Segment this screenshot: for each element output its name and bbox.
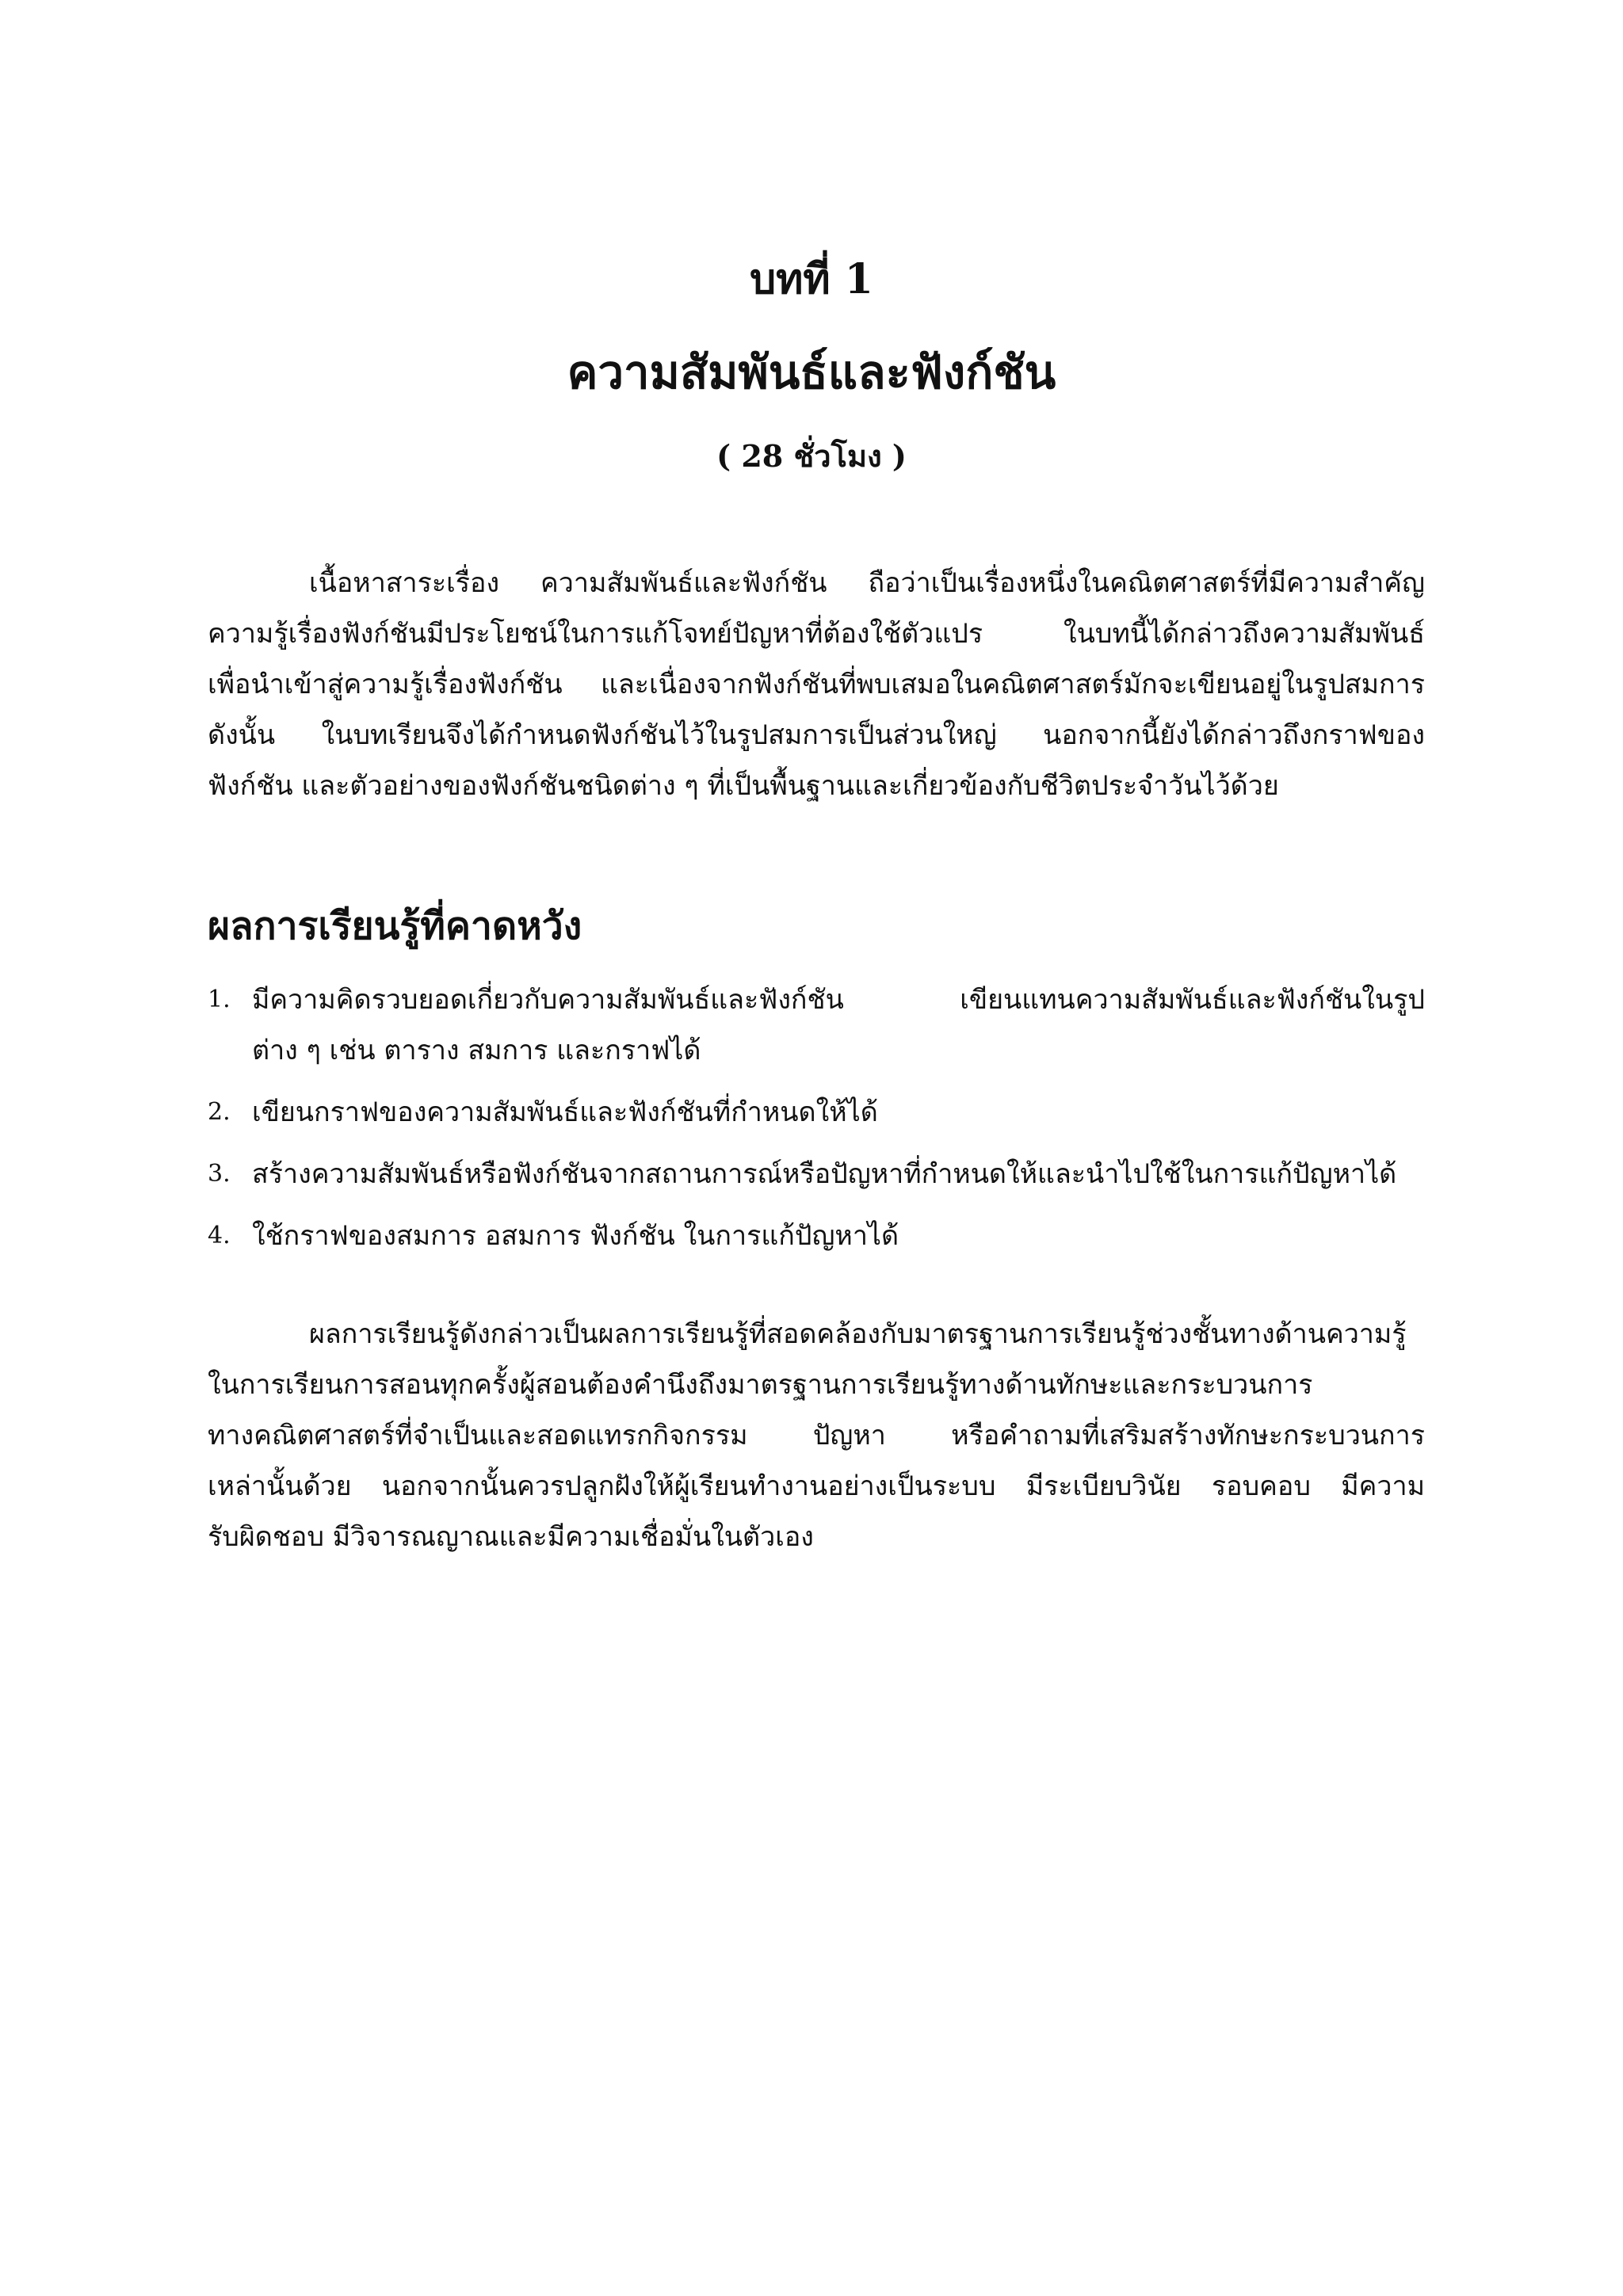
closing-line: ผลการเรียนรู้ดังกล่าวเป็นผลการเรียนรู้ที่สอดคล้องกับมาตรฐานการเรียนรู้ช่วงชั้นทางด้านความรู้: [309, 1318, 1407, 1350]
intro-line: ดังนั้น ในบทเรียนจึงได้กำหนดฟังก์ชันไว้ในรูปสมการเป็นส่วนใหญ่ นอกจากนี้ยังได้กล่าวถึงกราฟของ: [208, 719, 1425, 751]
outcome-item: [208, 1211, 1425, 1261]
outcome-item: [208, 974, 1425, 1076]
intro-paragraph: [208, 558, 1425, 811]
closing-line: รับผิดชอบ มีวิจารณญาณและมีความเชื่อมั่นในตัวเอง: [208, 1521, 814, 1553]
closing-paragraph: [208, 1309, 1425, 1562]
outcomes-list: [208, 974, 1425, 1261]
outcome-line: มีความคิดรวบยอดเกี่ยวกับความสัมพันธ์และฟังก์ชัน เขียนแทนความสัมพันธ์และฟังก์ชันในรูป: [252, 984, 1425, 1016]
outcome-number: 4.: [208, 1222, 231, 1249]
outcomes-heading: ผลการเรียนรู้ที่คาดหวัง: [208, 904, 582, 948]
intro-line: เนื้อหาสาระเรื่อง ความสัมพันธ์และฟังก์ชัน ถือว่าเป็นเรื่องหนึ่งในคณิตศาสตร์ที่มีความสำคัญ: [309, 567, 1425, 599]
outcome-item: [208, 1149, 1425, 1199]
chapter-hours: ( 28 ชั่วโมง ): [716, 438, 907, 474]
chapter-number: บทที่ 1: [750, 255, 873, 303]
intro-line: ความรู้เรื่องฟังก์ชันมีประโยชน์ในการแก้โจทย์ปัญหาที่ต้องใช้ตัวแปร ในบทนี้ได้กล่าวถึงความสัมพันธ์: [208, 618, 1425, 650]
closing-line: เหล่านั้นด้วย นอกจากนั้นควรปลูกฝังให้ผู้เรียนทำงานอย่างเป็นระบบ มีระเบียบวินัย รอบคอบ มีความ: [208, 1470, 1425, 1502]
outcome-item: [208, 1087, 1425, 1138]
closing-line: ในการเรียนการสอนทุกครั้งผู้สอนต้องคำนึงถึงมาตรฐานการเรียนรู้ทางด้านทักษะและกระบวนการ: [208, 1369, 1313, 1401]
intro-line: เพื่อนำเข้าสู่ความรู้เรื่องฟังก์ชัน และเนื่องจากฟังก์ชันที่พบเสมอในคณิตศาสตร์มักจะเขียนอยู่ในรูปสมการ: [208, 669, 1425, 700]
chapter-title: ความสัมพันธ์และฟังก์ชัน: [567, 345, 1056, 399]
outcome-number: 1.: [208, 986, 231, 1013]
intro-line: ฟังก์ชัน และตัวอย่างของฟังก์ชันชนิดต่าง ๆ ที่เป็นพื้นฐานและเกี่ยวข้องกับชีวิตประจำวันไว้ด้วย: [208, 770, 1279, 802]
closing-line: ทางคณิตศาสตร์ที่จำเป็นและสอดแทรกกิจกรรม ปัญหา หรือคำถามที่เสริมสร้างทักษะกระบวนการ: [208, 1420, 1425, 1451]
outcome-line: ต่าง ๆ เช่น ตาราง สมการ และกราฟได้: [252, 1035, 701, 1066]
outcome-line: เขียนกราฟของความสัมพันธ์และฟังก์ชันที่กำหนดให้ได้: [252, 1097, 878, 1128]
outcome-number: 2.: [208, 1098, 231, 1126]
outcome-number: 3.: [208, 1160, 231, 1188]
outcome-line: ใช้กราฟของสมการ อสมการ ฟังก์ชัน ในการแก้ปัญหาได้: [252, 1220, 899, 1252]
outcome-line: สร้างความสัมพันธ์หรือฟังก์ชันจากสถานการณ์หรือปัญหาที่กำหนดให้และนำไปใช้ในการแก้ปัญหาได้: [252, 1158, 1397, 1190]
